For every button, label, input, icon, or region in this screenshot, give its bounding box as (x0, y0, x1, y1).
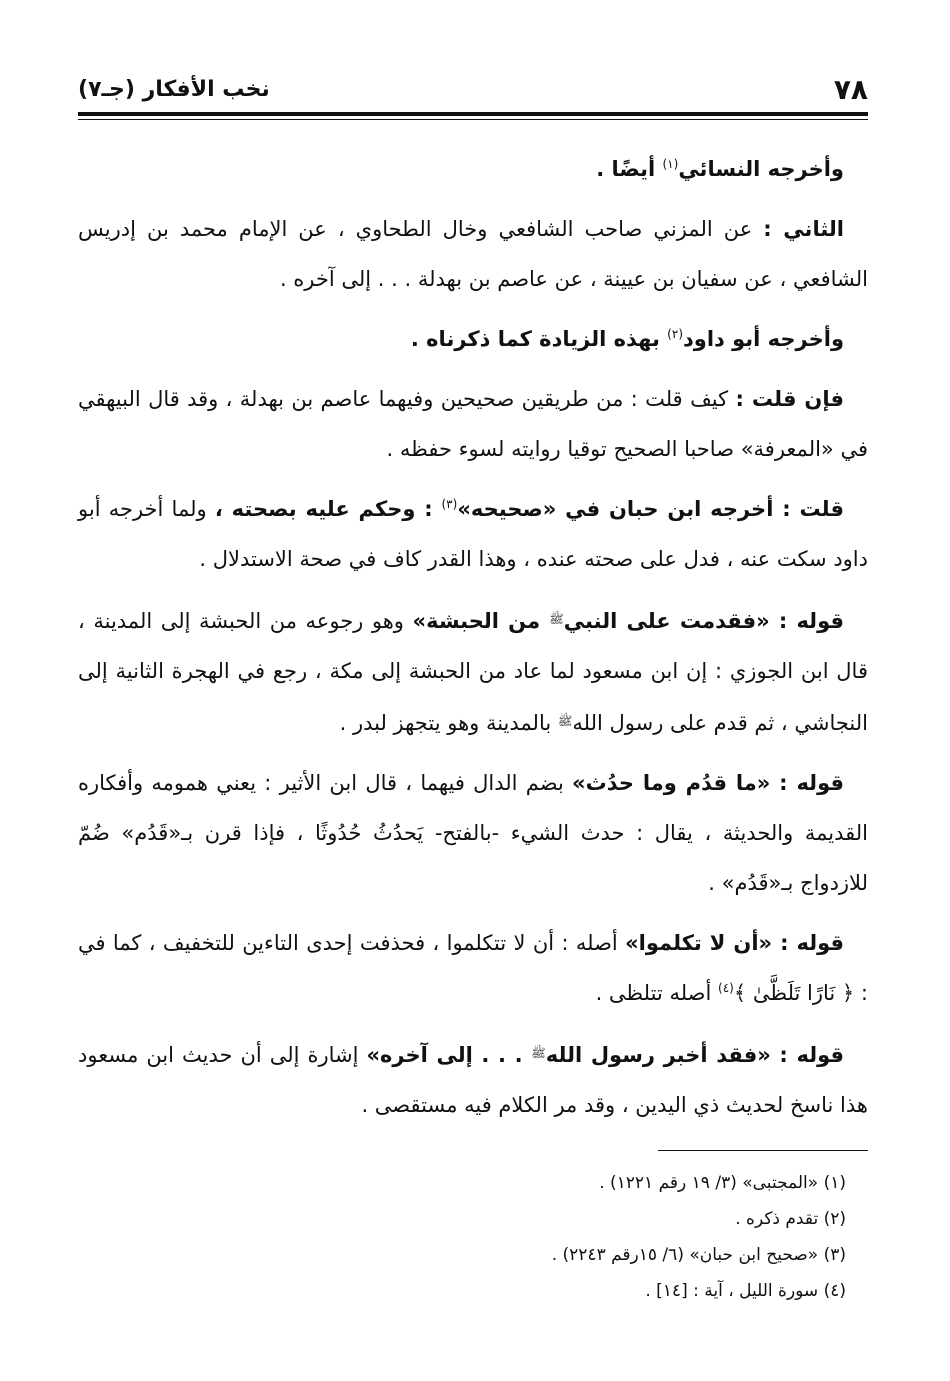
paragraph-text: وهو رجوعه من الحبشة إلى المدينة ، قال ابن الجوزي : إن ابن مسعود لما عاد من الحبشة إلى مكة ، رجع في الهجرة الثانية إلى النجاشي ، ثم قدم على رسول الله (78, 609, 868, 735)
paragraph-1 (78, 144, 868, 194)
footnote-ref: (٢) (667, 327, 683, 341)
paragraph-lead: الثاني : (763, 217, 844, 241)
paragraph-2 (78, 204, 868, 304)
paragraph-lead-tail: من الحبشة» (412, 609, 550, 633)
footnote-ref: (٤) (718, 981, 734, 995)
paragraph-8 (78, 918, 868, 1018)
paragraph-lead: قوله : «ما قدُم وما حدُث» (572, 771, 844, 795)
paragraph-4 (78, 374, 868, 474)
paragraph-9 (78, 1028, 868, 1130)
paragraph-6 (78, 594, 868, 748)
paragraph-lead-tail: . . . إلى آخره» (366, 1043, 532, 1067)
paragraph-lead: قلت : أخرجه ابن حبان في «صحيحه» (457, 497, 844, 521)
paragraph-text: عن المزني صاحب الشافعي وخال الطحاوي ، عن الإمام محمد بن إدريس الشافعي ، عن سفيان بن عيينة ، عن عاصم بن بهدلة . . . إلى آخره . (78, 217, 868, 291)
footnote-1: (١) «المجتبى» (٣/ ١٩ رقم ١٢٢١) . (599, 1173, 846, 1193)
paragraph-text: كيف قلت : من طريقين صحيحين وفيهما عاصم بن بهدلة ، وقد قال البيهقي في «المعرفة» صاحبا الصحيح توقيا روايته لسوء حفظه . (78, 387, 868, 461)
paragraph-lead: فإن قلت : (735, 387, 844, 411)
paragraph-text: إشارة إلى أن حديث ابن مسعود هذا ناسخ لحديث ذي اليدين ، وقد مر الكلام فيه مستقصى . (78, 1043, 868, 1117)
book-page (78, 60, 868, 1350)
footnote-4: (٤) سورة الليل ، آية : [١٤] . (645, 1281, 846, 1301)
main-text (78, 144, 868, 1130)
salutation-glyph: ﷺ (531, 1046, 546, 1060)
paragraph-lead-tail: : وحكم عليه بصحته ، (214, 497, 442, 521)
paragraph-text: ولما أخرجه أبو داود سكت عنه ، فدل على صحته عنده ، وهذا القدر كاف في صحة الاستدلال . (78, 497, 868, 571)
header-rule-thin (78, 119, 868, 120)
bold-phrase: وأخرجه النسائي (678, 157, 844, 181)
paragraph-text: أصله تتلظى . (595, 981, 719, 1005)
paragraph-7 (78, 758, 868, 908)
page-header (78, 60, 868, 106)
running-title: نخب الأفكار (جـ٧) (78, 77, 270, 102)
paragraph-lead: قوله : «فقد أخبر رسول الله (545, 1043, 844, 1067)
footnote-ref: (١) (662, 157, 679, 171)
paragraph-text: بالمدينة وهو يتجهز لبدر . (339, 711, 558, 735)
footnote-separator (658, 1150, 868, 1151)
footnote-ref: (٣) (441, 497, 458, 511)
bold-phrase: بهذه الزيادة كما ذكرناه . (410, 327, 668, 351)
header-rule-thick (78, 112, 868, 116)
bold-phrase: أيضًا . (596, 157, 663, 181)
paragraph-text: أصله : أن لا تتكلموا ، فحذفت إحدى التاءين للتخفيف ، كما في : ﴿ نَارًا تَلَظَّىٰ ﴾ (78, 931, 868, 1005)
paragraph-5 (78, 484, 868, 584)
paragraph-lead: قوله : «فقدمت على النبي (563, 609, 844, 633)
footnote-3: (٣) «صحيح ابن حبان» (٦/ ١٥رقم ٢٢٤٣) . (551, 1245, 846, 1265)
paragraph-lead: قوله : «أن لا تكلموا» (625, 931, 844, 955)
page-number: ٧٨ (833, 73, 868, 106)
paragraph-3 (78, 314, 868, 364)
salutation-glyph: ﷺ (557, 714, 573, 728)
paragraph-text: بضم الدال فيهما ، قال ابن الأثير : يعني همومه وأفكاره القديمة والحديثة ، يقال : حدث الشيء -بالفتح- يَحدُثُ حُدُوثًا ، فإذا قرن بـ«قَدُم» ضُمّ للازدواج بـ«قَدُم» . (78, 771, 868, 895)
footnotes (78, 1165, 868, 1309)
bold-phrase: وأخرجه أبو داود (683, 327, 844, 351)
salutation-glyph: ﷺ (549, 612, 564, 626)
footnote-2: (٢) تقدم ذكره . (735, 1209, 846, 1229)
